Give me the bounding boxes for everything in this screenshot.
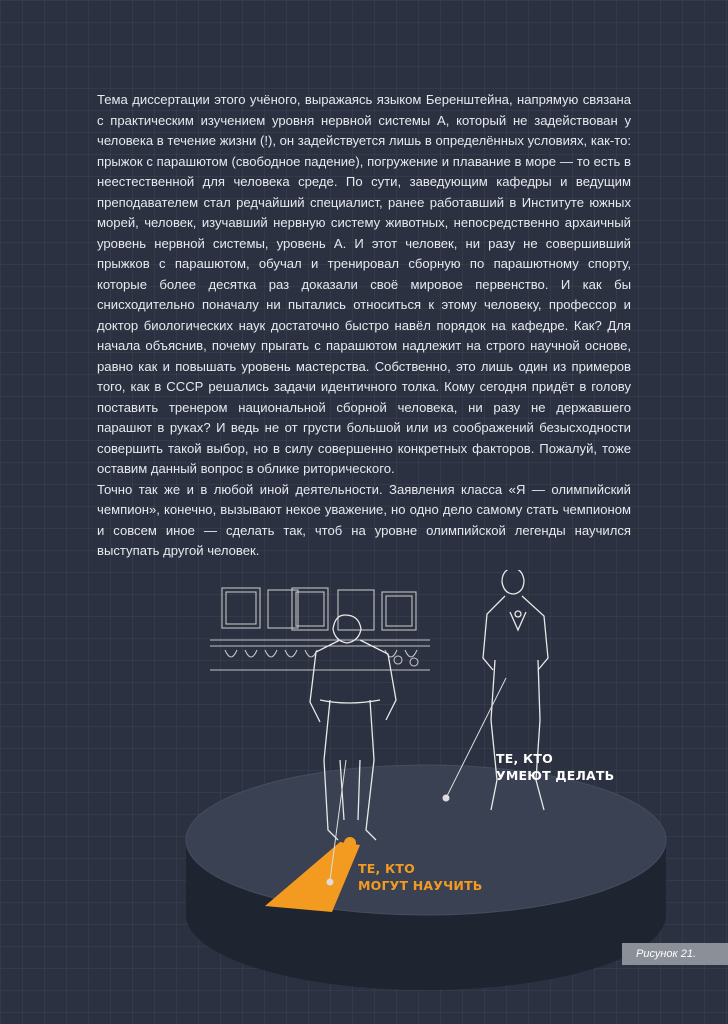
label-line: МОГУТ НАУЧИТЬ (358, 878, 483, 893)
paragraph: Точно так же и в любой иной деятельности. Заявления класса «Я — олимпийский чемпион», конечно, вызывают некое уважение, но одно дело самому стать чемпионом и совсем иное — сделать так, чтоб на уровне олимпийской легенды научился выступать другой человек. (97, 481, 631, 558)
figure-caption: Рисунок 21. (622, 943, 728, 965)
illustration-podium (0, 570, 728, 1024)
article-text (97, 90, 631, 562)
label-those-who-can-teach (358, 860, 483, 894)
spotlight-dot (344, 837, 356, 849)
wall-sketch (210, 588, 430, 670)
label-line: ТЕ, КТО (358, 861, 415, 876)
paragraph: Тема диссертации этого учёного, выражаясь языком Беренштейна, напрямую связана с практическим изучением уровня нервной системы А, который не задействован у человека в течение жизни (!), он задействуется лишь в определённых условиях, как-то: прыжок с парашютом (свободное падение), погружение и плавание в море — то есть в неестественной для человека среде. По сути, заведующим кафедры и ведущим преподавателем стал редчайший специалист, ранее работавший в Институте южных морей, человек, изучавший нервную систему животных, непосредственно архаичный уровень нервной системы, уровень А. И этот человек, ни разу не совершивший прыжков с парашютом, обучал и тренировал сборную по парашютному спорту, которые более десятка раз доказали своё мировое первенство. И как бы снисходительно поначалу ни пытались относиться к этому человеку, профессор и доктор биологических наук достаточно быстро навёл порядок на кафедре. Как? Для начала объяснив, почему прыгать с парашютом надлежит на строго научной основе, равно как и повышать уровень мастерства. Собственно, это лишь один из примеров того, как в СССР решались задачи идентичного толка. Кому сегодня придёт в голову поставить тренером национальной сборной человека, ни разу не державшего парашют в руках? И ведь не от грусти большой или из соображений безысходности совершить такой выбор, но в силу совершенно конкретных факторов. Пожалуй, тоже оставим данный вопрос в облике риторического. (97, 92, 631, 476)
label-line: ТЕ, КТО (496, 751, 553, 766)
label-line: УМЕЮТ ДЕЛАТЬ (496, 768, 615, 783)
label-those-who-can-do (496, 750, 614, 784)
